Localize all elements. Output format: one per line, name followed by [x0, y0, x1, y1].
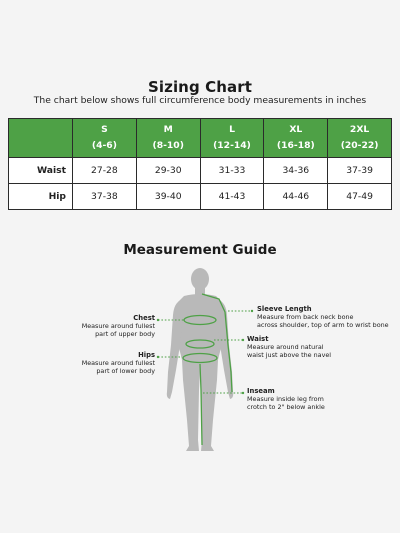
size-header-xl: XL (16-18) — [264, 119, 328, 158]
table-cell: 39-40 — [136, 184, 200, 210]
table-cell: 41-43 — [200, 184, 264, 210]
size-header-2xl: 2XL (20-22) — [328, 119, 392, 158]
header-corner — [9, 119, 73, 158]
table-cell: 27-28 — [73, 158, 137, 184]
table-cell: 34-36 — [264, 158, 328, 184]
table-cell: 31-33 — [200, 158, 264, 184]
hips-note: Hips Measure around fullest part of lower body — [81, 351, 155, 375]
table-cell: 47-49 — [328, 184, 392, 210]
table-cell: 37-39 — [328, 158, 392, 184]
row-label: Waist — [9, 158, 73, 184]
human-silhouette-icon — [167, 268, 233, 451]
chest-note: Chest Measure around fullest part of upper body — [81, 314, 155, 338]
page-title: Sizing Chart — [147, 78, 253, 96]
row-label: Hip — [9, 184, 73, 210]
size-table — [8, 118, 392, 210]
guide-title: Measurement Guide — [123, 242, 277, 258]
page-subtitle: The chart below shows full circumference body measurements in inches — [33, 95, 367, 106]
table-cell: 44-46 — [264, 184, 328, 210]
table-cell: 29-30 — [136, 158, 200, 184]
size-header-row — [9, 119, 392, 158]
waist-note: Waist Measure around natural waist just above the navel — [247, 335, 332, 359]
size-header-m: M (8-10) — [136, 119, 200, 158]
sleeve-length-note: Sleeve Length Measure from back neck bone across shoulder, top of arm to wrist bone — [257, 305, 389, 329]
size-header-s: S (4-6) — [73, 119, 137, 158]
inseam-note: Inseam Measure inside leg from crotch to 2" below ankle — [247, 387, 325, 411]
table-cell: 37-38 — [73, 184, 137, 210]
table-row-waist — [9, 158, 392, 184]
size-header-l: L (12-14) — [200, 119, 264, 158]
table-row-hip — [9, 184, 392, 210]
